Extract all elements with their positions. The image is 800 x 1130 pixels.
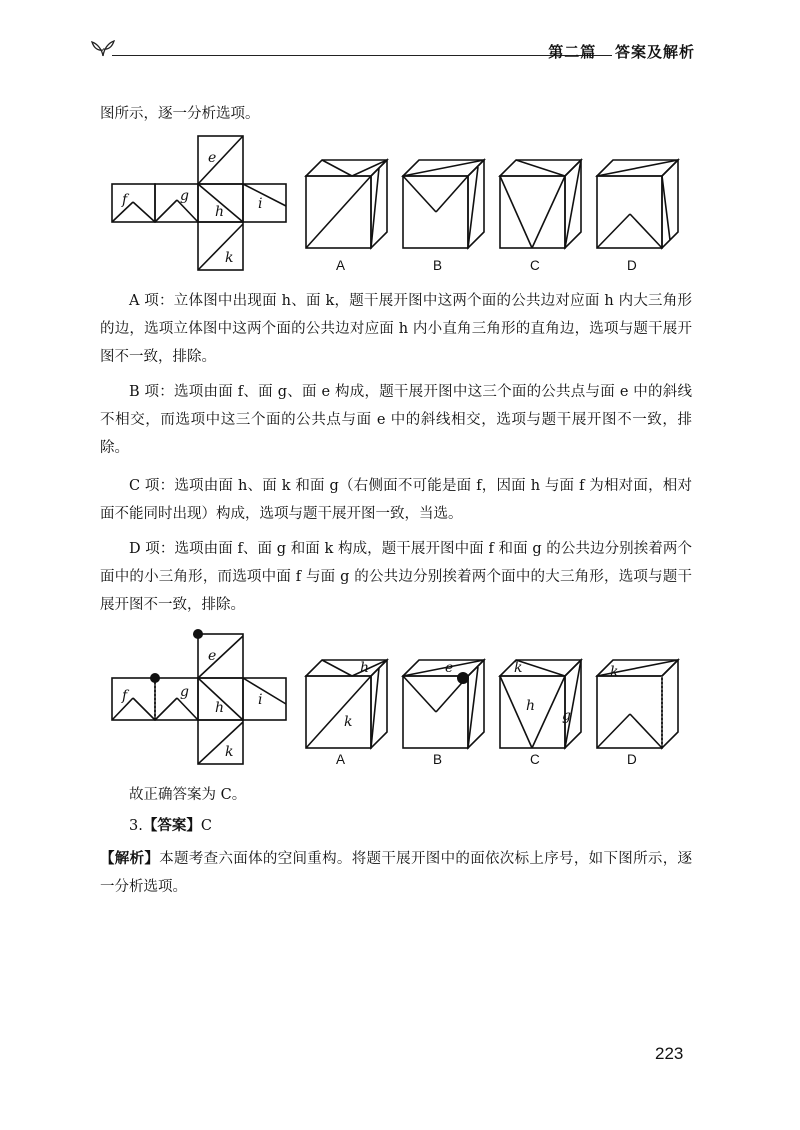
analysis-c: C 项：选项由面 h、面 k 和面 g（右侧面不可能是面 f，因面 h 与面 f 为相对面，相对面不能同时出现）构成，选项与题干展开图一致，当选。 <box>100 478 692 522</box>
net1-k-letter: k <box>225 250 234 266</box>
cube-a-1 <box>306 160 387 248</box>
q3-analysis-tag: 【解析】 <box>100 850 160 867</box>
net2-i-letter: i <box>258 692 263 708</box>
cube-d-k-letter: k <box>610 664 619 680</box>
conclusion: 故正确答案为 C。 <box>129 787 247 803</box>
option-c-label-1: C <box>530 258 540 273</box>
option-d-label-2: D <box>627 752 637 767</box>
net2-g-letter: g <box>180 684 189 700</box>
net2-k-letter: k <box>225 744 234 760</box>
cube-c-k-letter: k <box>514 660 523 676</box>
analysis-b: B 项：选项由面 f、面 g、面 e 构成，题干展开图中这三个面的公共点与面 e 中的斜线不相交，而选项中这三个面的公共点与面 e 中的斜线相交，选项与题干展开图不一致，排除。 <box>100 384 692 456</box>
cube-a-k-letter: k <box>344 714 353 730</box>
cube-c-2 <box>500 660 581 748</box>
figure-1 <box>100 132 690 282</box>
net1-h-letter: h <box>215 204 225 220</box>
intro-line: 图所示，逐一分析选项。 <box>100 106 260 122</box>
analysis-d: D 项：选项由面 f、面 g 和面 k 构成，题干展开图中面 f 和面 g 的公共边分别挨着两个面中的小三角形，而选项中面 f 与面 g 的公共边分别挨着两个面中的大三角形，选项与题干展开图不一致，排除。 <box>100 541 692 613</box>
figure-2 <box>100 626 690 776</box>
cube-a-h-letter: h <box>360 660 370 676</box>
q3-answer: C <box>200 818 212 834</box>
header-rule <box>112 55 612 56</box>
option-c-label-2: C <box>530 752 540 767</box>
net1-f-letter: f <box>122 192 128 208</box>
cube-d-1 <box>597 160 678 248</box>
marker-dot-top <box>193 629 203 639</box>
q3-answer-tag: 【答案】 <box>142 817 201 834</box>
leaf-icon <box>90 36 116 60</box>
q3-answer-line <box>100 812 692 840</box>
cube-c-1 <box>500 160 581 248</box>
option-b-label-2: B <box>433 752 443 767</box>
net2-e-letter: e <box>208 648 217 664</box>
cube-a-2 <box>306 660 387 748</box>
marker-dot-cube-b <box>457 672 469 684</box>
marker-dot-fg <box>150 673 160 683</box>
net1-i-letter: i <box>258 196 263 212</box>
net2-f-letter: f <box>122 688 128 704</box>
option-b-label-1: B <box>433 258 443 273</box>
analysis-a: A 项：立体图中出现面 h、面 k，题干展开图中这两个面的公共边对应面 h 内大三角形的边，选项立体图中这两个面的公共边对应面 h 内小直角三角形的直角边，选项与题干展开图不一致，排除。 <box>100 293 692 365</box>
cube-c-g-letter: g <box>562 708 571 724</box>
page-number: 223 <box>655 1044 684 1063</box>
cube-b-2 <box>403 660 484 748</box>
cube-b-e-letter: e <box>445 660 454 676</box>
net1-e-letter: e <box>208 150 217 166</box>
option-a-label-1: A <box>336 258 346 273</box>
q3-analysis-text: 本题考查六面体的空间重构。将题干展开图中的面依次标上序号，如下图所示，逐一分析选项。 <box>100 851 693 895</box>
net2-h-letter: h <box>215 700 225 716</box>
option-d-label-1: D <box>627 258 637 273</box>
option-a-label-2: A <box>336 752 346 767</box>
q3-number: 3. <box>129 818 143 834</box>
cube-c-h-letter: h <box>526 698 536 714</box>
header-title: 第二篇 答案及解析 <box>548 43 695 61</box>
net1-g-letter: g <box>180 188 189 204</box>
cube-b-1 <box>403 160 484 248</box>
page-header <box>90 30 695 70</box>
q3-analysis <box>100 845 692 901</box>
